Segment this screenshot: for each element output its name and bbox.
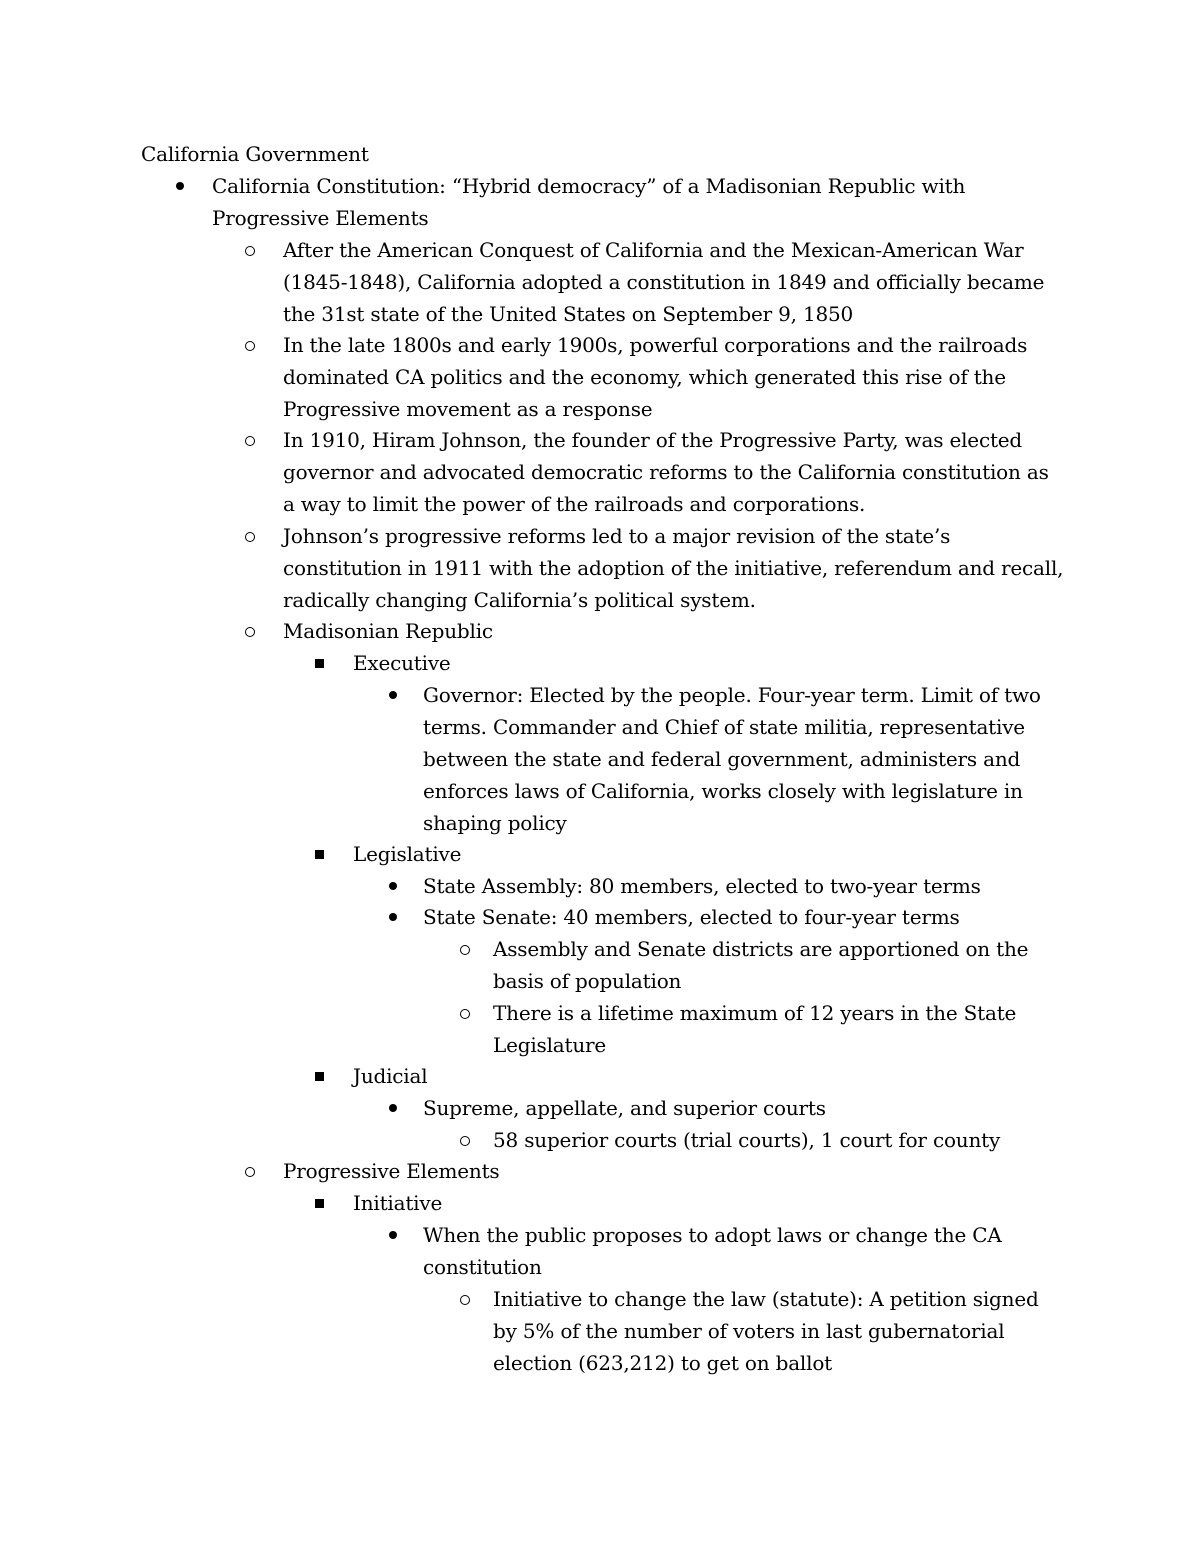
state-assembly-item: State Assembly: 80 members, elected to two-year terms <box>423 874 981 898</box>
governor-line2: terms. Commander and Chief of state militia, representative <box>423 715 1025 739</box>
bullet-circle-icon <box>460 1295 470 1305</box>
history-item-3-line2: governor and advocated democratic reforms to the California constitution as <box>283 460 1049 484</box>
madisonian-republic-label: Madisonian Republic <box>283 619 493 643</box>
state-senate-item: State Senate: 40 members, elected to four-year terms <box>423 905 960 929</box>
history-item-2-line2: dominated CA politics and the economy, which generated this rise of the <box>283 365 1006 389</box>
history-item-4-line1: Johnson’s progressive reforms led to a major revision of the state’s <box>283 524 951 548</box>
progressive-elements-label: Progressive Elements <box>283 1159 500 1183</box>
history-item-3-line3: a way to limit the power of the railroads and corporations. <box>283 492 866 516</box>
districts-line2: basis of population <box>493 969 682 993</box>
bullet-circle-icon <box>245 436 255 446</box>
history-item-1-line1: After the American Conquest of California and the Mexican-American War <box>283 238 1024 262</box>
districts-line1: Assembly and Senate districts are apportioned on the <box>493 937 1029 961</box>
bullet-circle-icon <box>245 1167 255 1177</box>
history-item-1-line2: (1845-1848), California adopted a constitution in 1849 and officially became <box>283 270 1045 294</box>
initiative-definition-line2: constitution <box>423 1255 542 1279</box>
history-item-4-line2: constitution in 1911 with the adoption of the initiative, referendum and recall, <box>283 556 1064 580</box>
bullet-disc-icon <box>389 882 397 890</box>
bullet-disc-icon <box>389 1104 397 1112</box>
superior-courts-item: 58 superior courts (trial courts), 1 court for county <box>493 1128 1001 1152</box>
governor-line1: Governor: Elected by the people. Four-year term. Limit of two <box>423 683 1041 707</box>
bullet-square-icon <box>315 1072 324 1081</box>
governor-line4: enforces laws of California, works closely with legislature in <box>423 779 1023 803</box>
bullet-square-icon <box>315 659 324 668</box>
constitution-heading-line2: Progressive Elements <box>212 206 429 230</box>
governor-line3: between the state and federal government, administers and <box>423 747 1021 771</box>
document-title: California Government <box>141 142 369 166</box>
bullet-circle-icon <box>245 246 255 256</box>
term-limit-line2: Legislature <box>493 1033 607 1057</box>
bullet-circle-icon <box>245 627 255 637</box>
constitution-heading-line1: California Constitution: “Hybrid democracy” of a Madisonian Republic with <box>212 174 966 198</box>
bullet-disc-icon <box>389 913 397 921</box>
history-item-2-line1: In the late 1800s and early 1900s, powerful corporations and the railroads <box>283 333 1028 357</box>
history-item-2-line3: Progressive movement as a response <box>283 397 653 421</box>
courts-item: Supreme, appellate, and superior courts <box>423 1096 826 1120</box>
bullet-circle-icon <box>460 945 470 955</box>
initiative-statute-line2: by 5% of the number of voters in last gubernatorial <box>493 1319 1005 1343</box>
history-item-1-line3: the 31st state of the United States on September 9, 1850 <box>283 302 854 326</box>
legislative-label: Legislative <box>353 842 462 866</box>
initiative-statute-line3: election (623,212) to get on ballot <box>493 1351 832 1375</box>
history-item-3-line1: In 1910, Hiram Johnson, the founder of the Progressive Party, was elected <box>283 428 1023 452</box>
bullet-disc-icon <box>389 1231 397 1239</box>
bullet-square-icon <box>315 850 324 859</box>
bullet-disc-icon <box>389 691 397 699</box>
initiative-definition-line1: When the public proposes to adopt laws or change the CA <box>423 1223 1002 1247</box>
bullet-circle-icon <box>460 1009 470 1019</box>
initiative-label: Initiative <box>353 1191 443 1215</box>
bullet-circle-icon <box>460 1136 470 1146</box>
bullet-disc-icon <box>176 182 184 190</box>
governor-line5: shaping policy <box>423 811 567 835</box>
history-item-4-line3: radically changing California’s political system. <box>283 588 756 612</box>
initiative-statute-line1: Initiative to change the law (statute): A petition signed <box>493 1287 1039 1311</box>
bullet-circle-icon <box>245 341 255 351</box>
bullet-square-icon <box>315 1199 324 1208</box>
executive-label: Executive <box>353 651 451 675</box>
term-limit-line1: There is a lifetime maximum of 12 years in the State <box>493 1001 1017 1025</box>
bullet-circle-icon <box>245 532 255 542</box>
judicial-label: Judicial <box>353 1064 428 1088</box>
